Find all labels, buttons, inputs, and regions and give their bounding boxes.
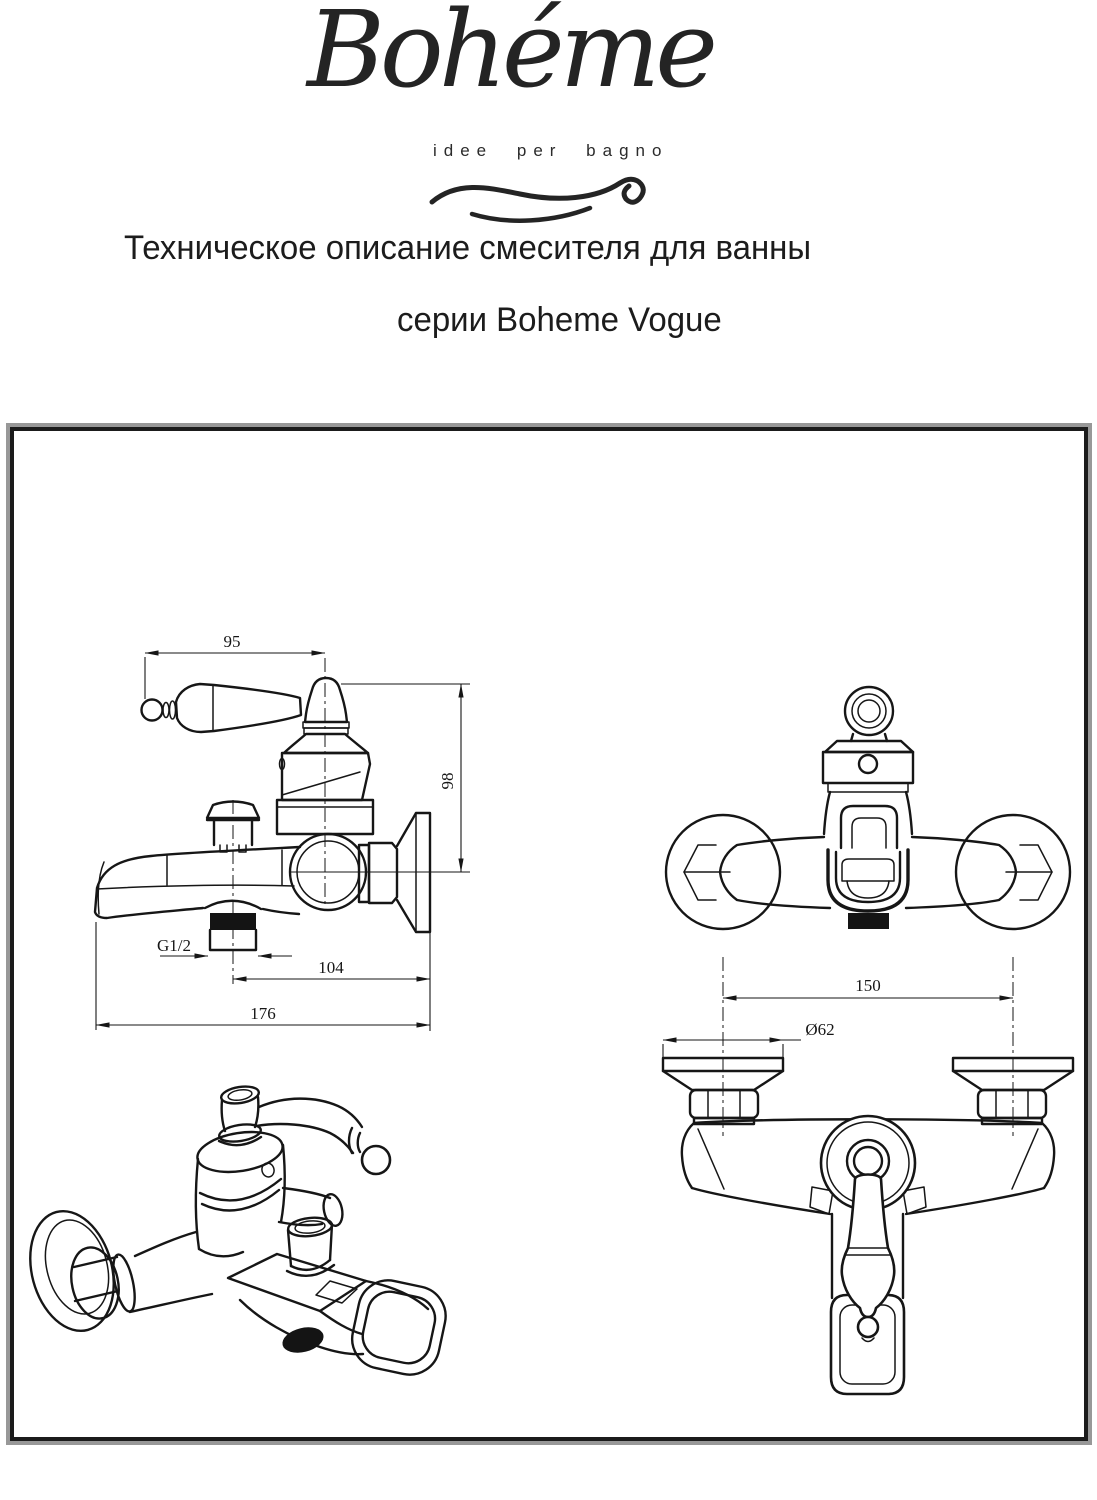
dimension-label-176: 176 [250,1004,276,1023]
top-view-drawing [666,687,1070,929]
dimension-label-104: 104 [318,958,344,977]
front-view-dimensions [663,957,1013,1136]
dimension-label-150: 150 [855,976,881,995]
front-view-drawing [663,1058,1073,1394]
document-title-line1: Техническое описание смесителя для ванны [124,229,812,267]
isometric-view-drawing [18,1084,452,1380]
brand-wordmark: Bohéme [307,0,713,111]
dimension-label-95: 95 [223,632,241,651]
side-view-drawing [95,632,470,1031]
dimension-label-flange-diameter: Ø62 [805,1020,835,1039]
dimension-label-98: 98 [438,772,457,790]
brand-tagline: idee per bagno [433,141,669,160]
document-title-line2: серии Boheme Vogue [397,301,722,339]
dimension-label-thread: G1/2 [157,936,191,955]
